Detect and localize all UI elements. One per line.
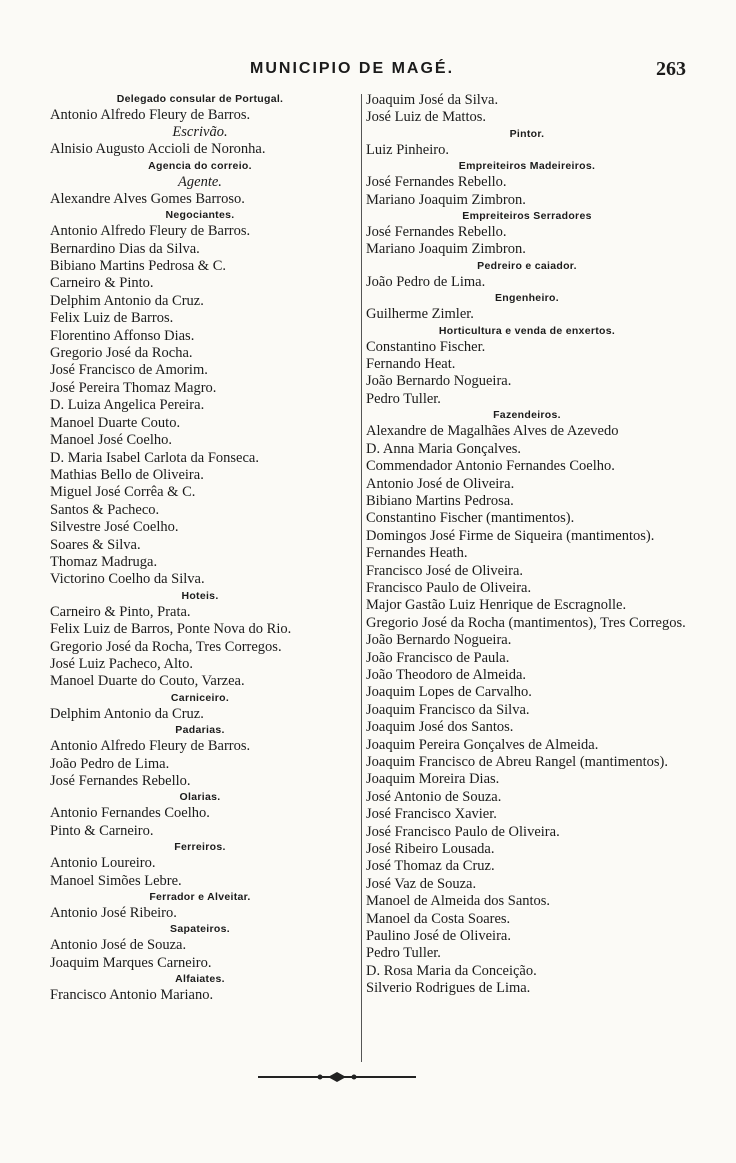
directory-entry: Paulino José de Oliveira. <box>366 928 511 945</box>
directory-entry: Joaquim Marques Carneiro. <box>50 954 212 971</box>
directory-entry: Pedro Tuller. <box>366 390 441 407</box>
directory-entry: Constantino Fischer. <box>366 338 486 355</box>
directory-entry: D. Luiza Angelica Pereira. <box>50 397 205 414</box>
section-subheading: Escrivão. <box>172 124 228 141</box>
directory-entry: José Luiz de Mattos. <box>366 109 487 126</box>
directory-entry: Major Gastão Luiz Henrique de Escragnolle. <box>366 597 627 614</box>
section-heading: Ferreiros. <box>174 841 226 854</box>
directory-entry: João Pedro de Lima. <box>50 755 170 772</box>
directory-entry: José Francisco Xavier. <box>366 806 497 823</box>
page-header-title: MUNICIPIO DE MAGÉ. <box>250 60 455 77</box>
directory-entry: Felix Luiz de Barros. <box>50 310 174 327</box>
directory-entry: Manoel Duarte do Couto, Varzea. <box>50 673 245 690</box>
directory-entry: Carneiro & Pinto, Prata. <box>50 603 191 620</box>
directory-entry: Antonio José Ribeiro. <box>50 905 177 922</box>
section-heading: Fazendeiros. <box>493 409 561 422</box>
section-heading: Sapateiros. <box>170 923 230 936</box>
directory-entry: Antonio Loureiro. <box>50 855 156 872</box>
directory-entry: Joaquim Lopes de Carvalho. <box>366 684 532 701</box>
directory-entry: José Fernandes Rebello. <box>366 174 507 191</box>
directory-entry: Francisco José de Oliveira. <box>366 562 524 579</box>
directory-entry: Santos & Pacheco. <box>50 501 160 518</box>
directory-entry: Bernardino Dias da Silva. <box>50 240 200 257</box>
directory-entry: José Antonio de Souza. <box>366 788 502 805</box>
directory-entry: Gregorio José da Rocha (mantimentos), Tres Corregos. <box>366 614 686 631</box>
directory-entry: Florentino Affonso Dias. <box>50 327 195 344</box>
directory-entry: Joaquim Pereira Gonçalves de Almeida. <box>366 736 599 753</box>
directory-entry: José Pereira Thomaz Magro. <box>50 379 217 396</box>
directory-entry: Constantino Fischer (mantimentos). <box>366 510 575 527</box>
directory-entry: José Ribeiro Lousada. <box>366 841 495 858</box>
directory-entry: Carneiro & Pinto. <box>50 275 154 292</box>
directory-entry: Bibiano Martins Pedrosa. <box>366 492 514 509</box>
directory-entry: José Fernandes Rebello. <box>50 773 191 789</box>
right-column <box>366 92 688 998</box>
column-divider <box>361 94 362 1062</box>
section-heading: Horticultura e venda de enxertos. <box>438 324 616 337</box>
directory-entry: João Bernardo Nogueira. <box>366 373 512 390</box>
directory-entry: Alexandre Alves Gomes Barroso. <box>50 190 245 207</box>
directory-entry: Alexandre de Magalhães Alves de Azevedo <box>366 423 619 440</box>
directory-entry: Antonio Alfredo Fleury de Barros. <box>50 223 251 240</box>
directory-entry: Joaquim Francisco de Abreu Rangel (mantimentos). <box>366 754 669 770</box>
left-column <box>50 92 350 1005</box>
directory-entry: Antonio Fernandes Coelho. <box>50 805 210 822</box>
directory-entry: Joaquim Moreira Dias. <box>366 771 500 788</box>
section-heading: Empreiteiros Serradores <box>462 210 592 223</box>
directory-entry: Fernando Heat. <box>366 356 456 373</box>
directory-entry: José Francisco Paulo de Oliveira. <box>366 823 560 840</box>
directory-entry: Soares & Silva. <box>50 536 141 553</box>
section-heading: Padarias. <box>175 724 225 737</box>
directory-entry: Manoel Simões Lebre. <box>50 872 182 889</box>
directory-entry: Gregorio José da Rocha. <box>50 345 193 362</box>
directory-entry: D. Maria Isabel Carlota da Fonseca. <box>50 449 259 466</box>
directory-entry: Joaquim Francisco da Silva. <box>366 701 530 718</box>
directory-entry: Alnisio Augusto Accioli de Noronha. <box>50 141 266 158</box>
directory-entry: Antonio José de Souza. <box>50 937 187 954</box>
section-heading: Pedreiro e caiador. <box>477 259 577 272</box>
directory-entry: João Pedro de Lima. <box>366 273 486 290</box>
directory-entry: Manoel de Almeida dos Santos. <box>366 893 551 910</box>
section-heading: Negociantes. <box>165 209 235 222</box>
directory-entry: Fernandes Heath. <box>366 545 468 562</box>
section-heading: Pintor. <box>509 127 545 140</box>
directory-entry: D. Rosa Maria da Conceição. <box>366 962 537 979</box>
directory-entry: Manoel Duarte Couto. <box>50 414 181 431</box>
directory-entry: José Thomaz da Cruz. <box>366 858 495 875</box>
directory-entry: Antonio José de Oliveira. <box>366 475 515 492</box>
directory-entry: Francisco Paulo de Oliveira. <box>366 579 532 596</box>
directory-entry: Manoel José Coelho. <box>50 432 173 449</box>
directory-entry: Pedro Tuller. <box>366 945 441 962</box>
directory-entry: João Theodoro de Almeida. <box>366 666 527 683</box>
directory-entry: José Francisco de Amorim. <box>50 362 208 379</box>
directory-entry: Francisco Antonio Mariano. <box>50 987 214 1004</box>
directory-entry: Silvestre José Coelho. <box>50 519 179 536</box>
directory-entry: José Luiz Pacheco, Alto. <box>50 655 193 672</box>
section-heading: Ferrador e Alveitar. <box>149 891 251 904</box>
section-heading: Agencia do correio. <box>148 159 252 172</box>
directory-entry: Miguel José Corrêa & C. <box>50 484 196 501</box>
directory-entry: Mariano Joaquim Zimbron. <box>366 241 526 258</box>
directory-entry: Guilherme Zimler. <box>366 306 474 323</box>
directory-entry: Antonio Alfredo Fleury de Barros. <box>50 738 251 755</box>
section-heading: Carniceiro. <box>170 691 230 704</box>
directory-entry: Silverio Rodrigues de Lima. <box>366 980 531 997</box>
directory-entry: José Fernandes Rebello. <box>366 224 507 241</box>
section-heading: Hoteis. <box>181 589 219 602</box>
section-heading: Empreiteiros Madeireiros. <box>458 160 596 173</box>
directory-entry: Gregorio José da Rocha, Tres Corregos. <box>50 638 282 655</box>
directory-entry: João Francisco de Paula. <box>366 649 510 666</box>
directory-entry: José Vaz de Souza. <box>366 875 477 892</box>
directory-entry: Mariano Joaquim Zimbron. <box>366 191 526 208</box>
directory-entry: D. Anna Maria Gonçalves. <box>366 440 522 457</box>
directory-entry: Felix Luiz de Barros, Ponte Nova do Rio. <box>50 621 292 638</box>
directory-entry: Victorino Coelho da Silva. <box>50 571 205 588</box>
section-heading: Delegado consular de Portugal. <box>116 93 284 105</box>
directory-entry: Antonio Alfredo Fleury de Barros. <box>50 107 251 123</box>
directory-entry: Manoel da Costa Soares. <box>366 910 511 927</box>
directory-entry: Delphim Antonio da Cruz. <box>50 705 204 722</box>
directory-entry: Delphim Antonio da Cruz. <box>50 292 204 309</box>
page-number: 263 <box>656 58 686 80</box>
directory-entry: Thomaz Madruga. <box>50 553 158 570</box>
directory-entry: Mathias Bello de Oliveira. <box>50 466 204 483</box>
section-subheading: Agente. <box>178 173 222 190</box>
directory-entry: Joaquim José dos Santos. <box>366 719 514 736</box>
section-heading: Alfaiates. <box>175 973 225 986</box>
section-heading: Olarias. <box>179 791 221 804</box>
section-heading: Engenheiro. <box>495 292 559 305</box>
directory-entry: Domingos José Firme de Siqueira (mantimentos). <box>366 527 655 544</box>
directory-entry: Commendador Antonio Fernandes Coelho. <box>366 458 615 475</box>
directory-entry: Bibiano Martins Pedrosa & C. <box>50 258 227 275</box>
footer-ornament <box>258 1072 416 1082</box>
directory-entry: João Bernardo Nogueira. <box>366 632 512 649</box>
directory-entry: Luiz Pinheiro. <box>366 141 449 158</box>
directory-entry: Pinto & Carneiro. <box>50 822 154 839</box>
directory-entry: Joaquim José da Silva. <box>366 92 499 108</box>
